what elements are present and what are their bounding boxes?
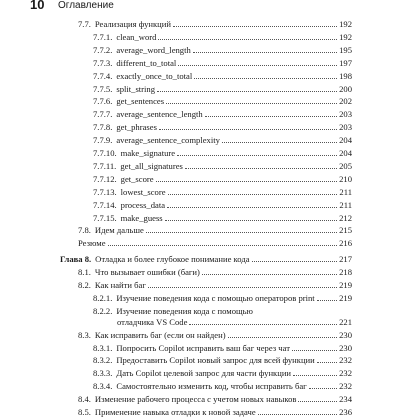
toc-entry-page: 198 [339,70,352,81]
toc-entry-page: 216 [339,238,352,249]
dot-leader [317,361,337,363]
dot-leader [166,102,337,104]
dot-leader [148,286,337,288]
toc-entry-page: 195 [339,44,352,55]
dot-leader [178,64,337,66]
toc-entry-page: 203 [339,122,352,133]
toc-entry[interactable] [93,146,352,159]
toc-entry-title: get_all_signatures [120,160,183,171]
dot-leader [168,193,338,195]
toc-entry-title: split_string [116,83,156,94]
toc-entry-number: 8.2.1. [93,292,113,303]
page-number: 10 [30,0,45,12]
toc-entry-page: 204 [339,148,352,158]
toc-entry-title: make_guess [120,212,163,223]
toc-entry-number: 7.7.3. [93,57,113,68]
toc-entry-number: 7.8. [78,225,91,236]
toc-chapter-number: Глава 8. [60,254,92,265]
toc-entry-page: 210 [339,173,352,184]
toc-entry-page: 200 [339,83,352,94]
toc-entry[interactable] [78,265,352,278]
dot-leader [222,141,337,143]
toc-entry-number: 7.7.11. [93,160,117,171]
toc-entry-page: 211 [339,186,352,197]
toc-entry-number: 8.2.2. [93,305,113,316]
toc-entry-title: lowest_score [120,186,166,197]
toc-entry-number: 7.7.5. [93,83,113,94]
toc-entry-page: 192 [339,31,352,42]
toc-entry-page: 234 [339,394,352,405]
toc-entry[interactable] [78,405,352,418]
dot-leader [205,115,337,117]
toc-entry[interactable] [93,82,352,95]
toc-entry[interactable] [78,278,352,291]
toc-entry[interactable] [93,172,352,185]
toc-entry[interactable] [93,291,352,304]
toc-entry-title: different_to_total [116,57,177,68]
toc-entry-page: 232 [339,381,352,392]
toc-entry-page: 215 [339,225,352,236]
toc-entry-page: 236 [339,407,352,418]
dot-leader [193,51,337,53]
toc-entry-title: Изучение поведения кода с помощью [116,305,253,316]
toc-entry[interactable] [93,341,352,354]
dot-leader [146,231,337,233]
toc-entry-page: 232 [339,355,352,366]
dot-leader [159,128,337,130]
toc-entry-number: 7.7. [78,19,91,29]
toc-entry-page: 218 [339,267,352,278]
toc-entry-title: average_sentence_length [116,109,203,120]
toc-entry-title: make_signature [120,148,176,158]
toc-entry[interactable] [93,30,352,43]
toc-entry[interactable] [78,223,352,236]
toc-entry-title: Самостоятельно изменить код, чтобы исправить баг [116,381,307,392]
toc-entry-title: process_data [120,199,166,210]
dot-leader [158,38,337,40]
toc-entry-page: 230 [339,329,352,340]
toc-entry-page: 202 [339,96,352,107]
toc-entry[interactable] [93,94,352,107]
toc-entry-number: 7.7.6. [93,96,113,107]
dot-leader [185,167,337,169]
toc-entry[interactable] [93,198,352,211]
dot-leader [292,349,337,351]
dot-leader [317,299,337,301]
toc-entry[interactable] [78,328,352,341]
toc-entry-title: Идем дальше [94,225,144,236]
dot-leader [309,387,337,389]
toc-entry-title: Как найти баг [94,280,146,290]
toc-entry-number: 7.7.12. [93,173,117,184]
toc-entry-page: 211 [339,199,352,210]
toc-entry-title: clean_word [116,31,157,42]
dot-leader [194,77,337,79]
toc-entry[interactable] [93,69,352,82]
dot-leader [298,400,337,402]
toc-entry-title: Резюме [78,238,106,249]
page-header [0,0,420,14]
toc-entry-title: Реализация функций [94,19,171,29]
toc-entry[interactable] [93,107,352,120]
toc-entry-title: Предоставить Copilot новый запрос для всей функции [116,355,315,366]
toc-entry-page: 212 [339,212,352,223]
dot-leader [177,154,337,156]
toc-chapter-entry[interactable] [60,252,352,265]
toc-entry-number: 7.7.8. [93,122,113,133]
toc-entry-number: 7.7.4. [93,70,113,81]
toc-entry-title: get_score [120,173,154,184]
toc-entry-number: 8.3.4. [93,381,113,392]
toc-entry-page: 192 [339,19,352,29]
toc-entry[interactable] [93,43,352,56]
toc-entry-title: Отладка и более глубокое понимание кода [95,254,250,265]
toc-entry-number: 7.7.14. [93,199,117,210]
toc-entry-number: 8.3.3. [93,368,113,379]
toc-entry-number: 8.3.2. [93,355,113,366]
running-title: Оглавление [58,0,114,11]
toc-entry-page: 203 [339,109,352,120]
toc-entry-title: Попросить Copilot исправить ваш баг через чат [116,342,290,353]
toc-entry-page: 232 [339,368,352,379]
toc-entry-number: 7.7.2. [93,44,113,55]
toc-entry-number: 7.7.15. [93,212,117,223]
toc-entry[interactable] [78,236,352,249]
toc-entry-title: average_sentence_complexity [116,135,220,146]
toc-entry-page: 205 [339,160,352,171]
dot-leader [157,90,337,92]
toc-entry[interactable] [93,120,352,133]
toc-entry-title: Применение навыка отладки к новой задаче [94,407,256,418]
toc-entry-number: 7.7.1. [93,31,113,42]
toc-entry[interactable] [78,17,352,30]
toc-entry[interactable] [93,353,352,366]
toc-entry-number: 8.3. [78,329,91,340]
toc-entry[interactable] [93,56,352,69]
toc-entry-title: Дать Copilot целевой запрос для части функции [116,368,292,379]
dot-leader [228,336,338,338]
toc-entry[interactable] [93,379,352,392]
toc-entry-title: Как исправить баг (если он найден) [94,329,226,340]
toc-entry-page: 219 [339,280,352,290]
toc-entry[interactable] [93,366,352,379]
toc-entry-title: Что вызывает ошибки (баги) [94,267,200,278]
toc-entry-title-continued: отладчика VS Code [117,316,188,327]
toc-entry-number: 8.3.1. [93,342,113,353]
dot-leader [252,260,338,262]
toc-entry[interactable] [93,159,352,172]
toc-entry-number: 7.7.7. [93,109,113,120]
dot-leader [173,25,337,27]
toc-entry-title: Изменение рабочего процесса с учетом новых навыков [94,394,297,405]
dot-leader [108,244,338,246]
dot-leader [167,206,337,208]
toc-entry-title: average_word_length [116,44,191,55]
dot-leader [258,413,337,415]
toc-entry[interactable] [78,392,352,405]
toc-entry-number: 7.7.13. [93,186,117,197]
toc-entry-page: 221 [339,316,352,327]
toc-entry-title: get_sentences [116,96,165,107]
dot-leader [293,374,337,376]
toc-entry[interactable] [93,185,352,198]
toc-entry-page: 230 [339,342,352,353]
toc-entry-number: 7.7.9. [93,135,113,146]
toc-entry-number: 8.5. [78,407,91,418]
toc-entry-number: 8.4. [78,394,91,405]
dot-leader [202,273,337,275]
toc-entry[interactable] [93,133,352,146]
toc-entry-continuation[interactable] [117,315,352,328]
toc-entry-page: 219 [339,292,352,303]
dot-leader [189,323,337,325]
dot-leader [156,180,338,182]
toc-entry[interactable] [93,211,352,224]
toc-entry-title: Изучение поведения кода с помощью операторов print [116,292,315,303]
toc-entry-page: 197 [339,57,352,68]
toc-entry-page: 204 [339,135,352,146]
toc-entry-number: 7.7.10. [93,148,117,158]
toc-entry-title: exactly_once_to_total [116,70,193,81]
dot-leader [165,219,337,221]
toc-entry-title: get_phrases [116,122,157,133]
toc-entry-number: 8.1. [78,267,91,278]
toc-entry-page: 217 [339,254,352,265]
toc-entry-number: 8.2. [78,280,91,290]
